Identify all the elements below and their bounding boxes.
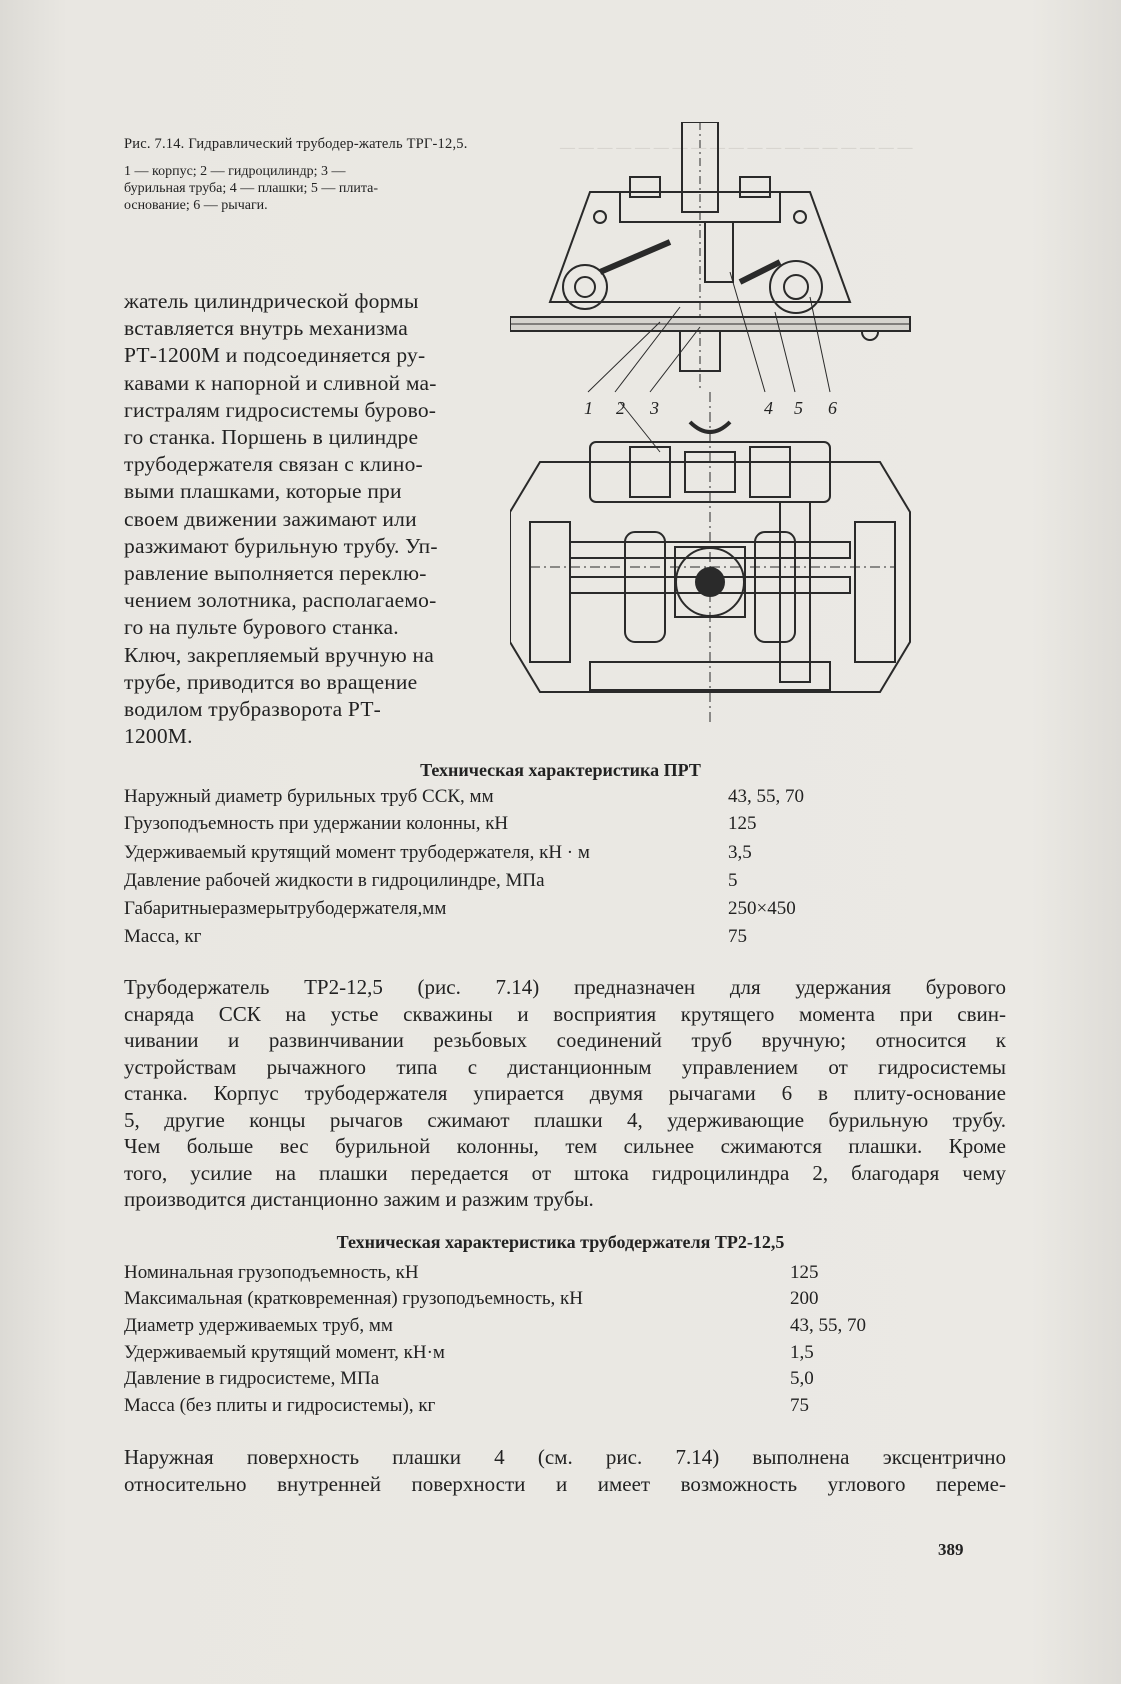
table1-row <box>124 842 752 864</box>
table2-row <box>124 1288 819 1310</box>
text-line: производится дистанционно зажим и разжим трубы. <box>124 1187 594 1211</box>
callout-label: 5 <box>794 398 803 418</box>
spec-label: Удерживаемый крутящий момент, кН·м <box>124 1342 445 1363</box>
text-line: снаряда ССК на устье скважины и восприятия крутящего момента при свин- <box>124 1001 1006 1026</box>
spec-value: 125 <box>790 1262 819 1283</box>
text-line: го станка. Поршень в цилиндре <box>124 425 419 450</box>
text-line: трубе, приводится во вращение <box>124 669 418 694</box>
figure-caption <box>124 135 474 214</box>
figure-legend-line: 1 — корпус; 2 — гидроцилиндр; 3 — <box>124 164 346 179</box>
spec-value: 43, 55, 70 <box>790 1315 866 1336</box>
figure-legend-line: бурильная труба; 4 — плашки; 5 — плита- <box>124 181 379 196</box>
table2-row <box>124 1342 814 1364</box>
table2-row <box>124 1368 814 1390</box>
spec-label: Давление рабочей жидкости в гидроцилиндре, МПа <box>124 870 545 891</box>
spec-label: Максимальная (кратковременная) грузоподъемность, кН <box>124 1288 583 1309</box>
text-line: Чем больше вес бурильной колонны, тем сильнее сжимаются плашки. Кроме <box>124 1134 1006 1158</box>
text-line: чением золотника, располагаемо- <box>124 588 437 613</box>
spec-value: 75 <box>728 926 747 947</box>
text-line: гистралям гидросистемы бурово- <box>124 397 437 422</box>
pipe-holder-drawing <box>510 122 980 740</box>
text-line: чивании и развинчивании резьбовых соединений труб вручную; относится к <box>124 1028 1006 1052</box>
text-line: вставляется внутрь механизма <box>124 316 408 341</box>
figure-caption-title: Рис. 7.14. Гидравлический трубодер-жатель ТРГ-12,5. <box>124 136 468 152</box>
spec-value: 43, 55, 70 <box>728 786 804 807</box>
callout-label: 2 <box>616 398 625 418</box>
text-line: того, усилие на плашки передается от штока гидроцилиндра 2, благодаря чему <box>124 1160 1006 1185</box>
text-line: го на пульте бурового станка. <box>124 615 399 640</box>
text-line: Наружная поверхность плашки 4 (см. рис. 7.14) выполнена эксцентрично <box>124 1445 1006 1469</box>
table2 <box>124 1262 1004 1432</box>
callout-label: 4 <box>764 398 773 418</box>
paragraph-pipe-holder <box>124 974 1006 1213</box>
spec-value: 125 <box>728 813 757 834</box>
spec-label: Наружный диаметр бурильных труб ССК, мм <box>124 786 494 807</box>
text-line: кавами к напорной и сливной ма- <box>124 370 437 395</box>
table2-title: Техническая характеристика трубодержателя ТР2-12,5 <box>336 1232 785 1252</box>
spec-value: 75 <box>790 1395 809 1416</box>
spec-label: Удерживаемый крутящий момент трубодержателя, кН · м <box>124 842 590 863</box>
spec-label: Масса (без плиты и гидросистемы), кг <box>124 1395 436 1416</box>
spec-label: Диаметр удерживаемых труб, мм <box>124 1315 393 1336</box>
text-line: относительно внутренней поверхности и имеет возможность углового переме- <box>124 1471 1006 1496</box>
page-number: 389 <box>938 1540 964 1559</box>
spec-value: 250×450 <box>728 898 796 919</box>
spec-label: Номинальная грузоподъемность, кН <box>124 1262 419 1283</box>
callout-label: 6 <box>828 398 837 418</box>
table2-row <box>124 1395 809 1417</box>
table1-row <box>124 870 738 892</box>
spec-value: 5 <box>728 870 738 891</box>
figure-legend <box>124 163 474 214</box>
text-line: трубодержателя связан с клино- <box>124 452 423 477</box>
spec-value: 200 <box>790 1288 819 1309</box>
spec-value: 3,5 <box>728 842 752 863</box>
text-line: водилом трубразворота РТ- <box>124 697 382 722</box>
text-line: выми плашками, которые при <box>124 479 402 504</box>
table1-row <box>124 786 804 808</box>
callout-label: 1 <box>584 398 593 418</box>
paragraph-die-surface <box>124 1444 1006 1497</box>
technical-drawing-figure <box>510 122 980 740</box>
table1 <box>124 786 1004 954</box>
show-through-text: — — — — — — — — — — — — — — — — — — — <box>560 140 913 156</box>
figure-legend-line: основание; 6 — рычаги. <box>124 198 268 213</box>
spec-label: Грузоподъемность при удержании колонны, кН <box>124 813 509 834</box>
text-line: равление выполняется переклю- <box>124 561 427 586</box>
spec-value: 1,5 <box>790 1342 814 1363</box>
left-column-text <box>124 288 466 750</box>
text-line: РТ-1200М и подсоединяется ру- <box>124 343 426 368</box>
text-line: своем движении зажимают или <box>124 506 417 531</box>
text-line: Трубодержатель ТР2-12,5 (рис. 7.14) предназначен для удержания бурового <box>124 975 1006 999</box>
table2-row <box>124 1262 819 1284</box>
text-line: 1200М. <box>124 724 193 749</box>
callout-label: 3 <box>650 398 659 418</box>
text-line: жатель цилиндрической формы <box>124 289 419 313</box>
text-line: устройствам рычажного типа с дистанционным управлением от гидросистемы <box>124 1054 1006 1079</box>
table2-row <box>124 1315 866 1337</box>
text-line: 5, другие концы рычагов сжимают плашки 4, удерживающие бурильную трубу. <box>124 1107 1006 1132</box>
text-line: станка. Корпус трубодержателя упирается двумя рычагами 6 в плиту-основание <box>124 1081 1006 1105</box>
table1-row <box>124 813 757 835</box>
spec-label: Габаритныеразмерытрубодержателя,мм <box>124 898 447 919</box>
figure-callouts <box>584 398 914 424</box>
table1-row <box>124 898 796 920</box>
spec-label: Масса, кг <box>124 926 202 947</box>
spec-label: Давление в гидросистеме, МПа <box>124 1368 380 1389</box>
spec-value: 5,0 <box>790 1368 814 1389</box>
text-line: Ключ, закрепляемый вручную на <box>124 642 434 667</box>
table1-title: Техническая характеристика ПРТ <box>420 760 701 780</box>
table1-row <box>124 926 747 948</box>
text-line: разжимают бурильную трубу. Уп- <box>124 533 438 558</box>
